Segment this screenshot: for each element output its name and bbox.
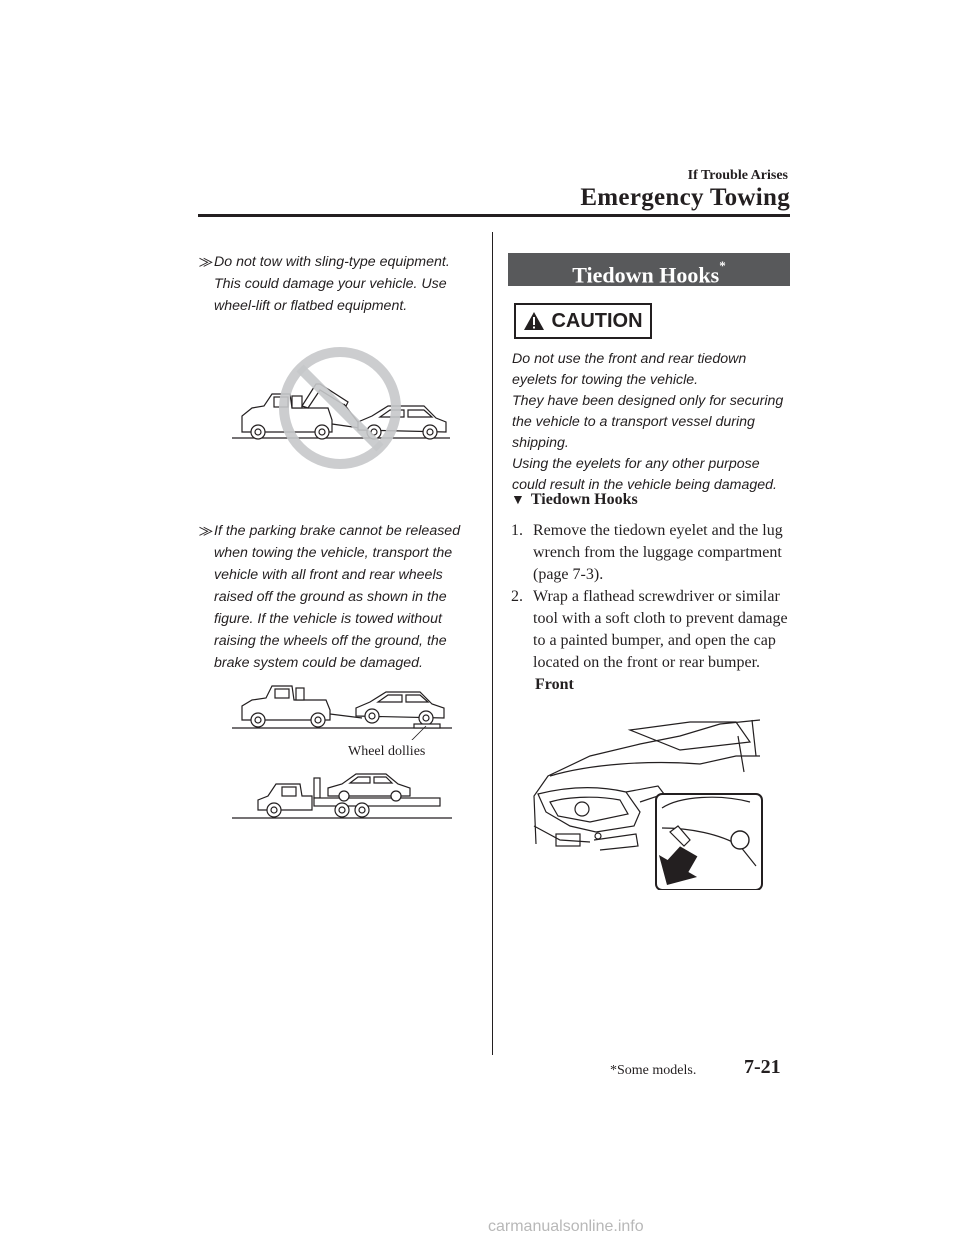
bumper-cap-detail-inset <box>648 794 762 890</box>
wheel-dollies-figure <box>230 680 454 740</box>
banner-title: Tiedown Hooks <box>572 262 720 288</box>
cap-icon <box>731 831 749 849</box>
tiedown-hooks-banner <box>508 253 790 286</box>
caution-paragraph: Do not use the front and rear tiedown eyelets for towing the vehicle. <box>512 351 747 388</box>
banner-asterisk: * <box>719 258 726 273</box>
column-divider <box>492 232 493 1055</box>
bullet-arrow-icon: ⨠ <box>199 524 214 538</box>
wheel-dolly-icon <box>414 724 440 728</box>
flatbed-figure <box>230 770 454 822</box>
step-item <box>511 586 793 674</box>
caution-paragraph: They have been designed only for securing the vehicle to a transport vessel during shipping. <box>512 393 784 451</box>
header-rule <box>198 214 790 217</box>
step-text: Remove the tiedown eyelet and the lug wrench from the luggage compartment (page 7-3). <box>533 522 783 583</box>
tow-truck-icon <box>242 686 362 727</box>
step-number: 1. <box>511 522 523 539</box>
caution-paragraph: Using the eyelets for any other purpose could result in the vehicle being damaged. <box>512 456 778 493</box>
bullet-arrow-icon: ⨠ <box>199 255 214 269</box>
caution-label: CAUTION <box>551 309 643 332</box>
page-title: Emergency Towing <box>580 184 790 211</box>
page-number: 7-21 <box>744 1056 781 1078</box>
watermark: carmanualsonline.info <box>488 1218 644 1235</box>
bullet-sling-equipment <box>199 251 467 317</box>
bullet-parking-brake <box>199 520 467 674</box>
caution-text <box>512 349 794 496</box>
steps-list <box>511 520 793 674</box>
triangle-down-icon: ▼ <box>511 493 525 508</box>
step-item <box>511 520 793 586</box>
front-label: Front <box>535 676 574 693</box>
towed-car-icon <box>356 692 444 725</box>
sling-tow-prohibited-figure <box>228 344 452 472</box>
footnote: *Some models. <box>610 1063 697 1078</box>
warning-triangle-icon <box>523 311 545 331</box>
tiedown-hooks-subheading <box>511 491 638 509</box>
step-number: 2. <box>511 588 523 605</box>
bullet-text: If the parking brake cannot be released when towing the vehicle, transport the vehicle with all front and rear wheels raised off the ground as shown in the figure. If the vehicle is towed without raising the wheels off the ground, the brake system could be damaged. <box>214 523 461 671</box>
carried-car-icon <box>328 774 410 801</box>
step-text: Wrap a flathead screwdriver or similar tool with a soft cloth to prevent damage to a painted bumper, and open the cap located on the front or rear bumper. <box>533 588 788 671</box>
wheel-dollies-caption: Wheel dollies <box>348 744 426 759</box>
front-bumper-figure <box>530 716 766 890</box>
subheading-text: Tiedown Hooks <box>530 491 638 508</box>
bullet-text: Do not tow with sling-type equipment. This could damage your vehicle. Use wheel-lift or flatbed equipment. <box>214 254 450 314</box>
caution-label-box <box>514 303 652 339</box>
section-name: If Trouble Arises <box>687 168 788 183</box>
